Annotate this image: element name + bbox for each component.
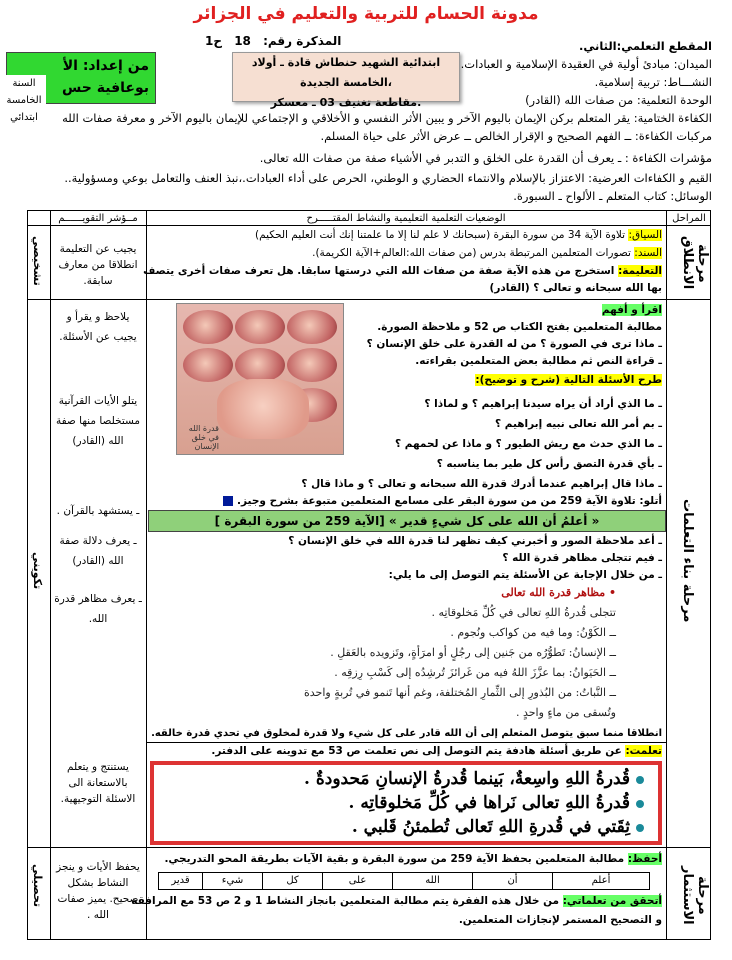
word-strip [158, 872, 650, 890]
word-cell: على [323, 873, 393, 889]
image-caption: قدرة الله في خلق الإنسان [188, 424, 219, 451]
assess-invest: يحفظ الأيات و ينجز النشاط بشكل صحيح. يميز صفات الله . [56, 861, 140, 921]
phase-launch: مرحلة الانطلاق [680, 236, 710, 290]
hand-line: وتُسقى من ماءٍ واحدٍ . [515, 706, 616, 719]
phase-build: مرحلة بناء التعلمات [680, 499, 695, 623]
label: أتحقق من تعلماتي: [562, 895, 662, 907]
launch-instruction-2: بها الله سبحانه و تعالى ؟ (القادر) [489, 282, 662, 294]
text: من خلال هذه الفقرة يتم مطالبة المتعلمين بانجاز النشاط 1 و 2 ص 53 مع المرافقة [131, 895, 560, 907]
text: عن طريق أسئلة هادفة يتم التوصل إلى نص تعلمت ص 53 مع تدوينه على الدفتر. [211, 745, 622, 757]
text: قُدرةُ اللهِ واسِعةٌ، بَينما قُدرةُ الإنسانِ مَحدودةٌ . [304, 769, 630, 789]
word-cell: الله [393, 873, 473, 889]
check [131, 894, 662, 909]
mark-diagnostic: تشخيصي [31, 236, 44, 286]
hand-title: • مظاهر قدرة الله تعالى [501, 586, 616, 599]
header-values: القيم و الكفاءات العرضية: الاعتزاز بالإسلام والانتماء الحضاري و الوطني، الحرص على أداء العبادات.،نبذ العنف والتعامل بوعي ومسؤولية.. [64, 171, 712, 185]
label: طرح الأسئلة التالية (شرح و توضيح): [475, 374, 662, 386]
embryo-image [176, 303, 344, 455]
question-1: ـ ما الذي أراد أن يراه سيدنا إبراهيم ؟ و لماذا ؟ [424, 398, 662, 410]
conclusion: انطلاقا منما سبق يتوصل المتعلم إلى أن الله قادر على كل شيء ولا قدرة لمخلوق في تحدي قدرة خالقه. [151, 728, 662, 739]
bullet-icon [636, 824, 644, 832]
question-3: ـ ما الذي حدث مع ريش الطيور ؟ و ماذا عن لحمهم ؟ [395, 438, 662, 450]
label: تعلمت: [625, 745, 662, 757]
lesson-table [27, 210, 711, 940]
question-4: ـ بأي قدرة التصق رأس كل طير بما يناسبه ؟ [436, 458, 662, 470]
mark-formative: تكويني [31, 552, 44, 590]
header-components: مركبات الكفاءة: ــ الفهم الصحيح و الإقرار الخالص ــ عرض الأثر على حياة المسلم. [320, 129, 712, 143]
blog-title: مدونة الحسام للتربية والتعليم في الجزائر [193, 4, 539, 24]
recite [223, 494, 662, 509]
label: اقرأ و أفهم [601, 304, 662, 316]
word-cell: أعلم [591, 875, 611, 886]
text: ثِقَتي في قُدرةِ اللهِ تَعالى تُطمئنُ قَلبي . [351, 817, 630, 837]
word-cell: شيء [203, 873, 263, 889]
label: السند: [634, 247, 662, 259]
col-situations: الوضعيات التعلمية التعليمية والنشاط المقتـــــرح [306, 213, 506, 224]
conclusion-line [348, 793, 644, 813]
hand-line: ــ الكَوْنُ: وما فيه من كواكب ونُجوم . [450, 626, 616, 639]
text: أتلو: تلاوة الآية 259 من من سورة البقر على مسامع المتعلمين متبوعة بشرح وجيز. [237, 495, 662, 507]
grade-label-line: ابتدائي [10, 112, 38, 123]
phase-invest: مرحلة الاستثمار [680, 865, 710, 925]
mark-summative: تحصيلي [31, 864, 44, 908]
question-6: ـ أعد ملاحظة الصور و أخبرني كيف تظهر لنا قدرة الله في خلق الإنسان ؟ [288, 535, 662, 547]
assess-build-4: ـ يعرف دلالة صفة الله (القادر) [59, 535, 137, 567]
hand-line: ــ النَّباتُ: من البُذورِ إلى الثِّمارِ المُختلفة، وغم أنها تَنمو في تُربةٍ واحدة [304, 686, 616, 699]
text: مطالبة المتعلمين بحفظ الآية 259 من سورة البقرة و بقية الآيات بطريقة المحو التدريجي. [164, 853, 625, 865]
hand-line: تتجلى قُدرةُ اللهِ تعالى في كُلِّ مَخلوقاتِه . [431, 606, 616, 619]
grade-label-line: الخامسة [6, 95, 42, 106]
word-cell: قدير [159, 873, 203, 889]
bullet-icon [636, 776, 644, 784]
header-domain: الميدان: مبادئ أولية في العقيدة الإسلامية و العبادات. [460, 57, 712, 71]
question-5: ـ ماذا قال إبراهيم عندما أدرك قدرة الله سبحانه و تعالى ؟ و ماذا قال ؟ [301, 478, 662, 490]
assess-build-6: يستنتج و يتعلم بالاستعانة الى الاسئلة التوجيهية. [60, 761, 136, 805]
header-means: الوسائل: كتاب المتعلم ـ الألواح ـ السبورة. [513, 189, 712, 203]
hand-line: ــ الحَيَوانُ: بما عزَّزَ اللهُ فيه من غَرائزَ تُرشِدُه إلى كَسْبِ رِزقِه . [334, 666, 616, 679]
launch-instruction [143, 264, 662, 279]
verse-banner: « أعلمُ أن الله على كل شيءٍ قدير » [الآية 259 من سورة البقرة ] [148, 510, 666, 532]
conclusion-box [150, 761, 662, 845]
learned [211, 744, 662, 759]
launch-support [312, 246, 662, 261]
question-7: ـ فيم تتجلى مظاهر قدرة الله ؟ [502, 552, 662, 564]
question-2: ـ بم أمر الله تعالى نبيه إبراهيم ؟ [494, 418, 662, 430]
col-assessment: مــؤشر التقويــــــم [58, 213, 138, 224]
header-activity: النشـــاط: تربية إسلامية. [594, 75, 712, 89]
questions-label [475, 373, 662, 388]
header-indicators: مؤشرات الكفاءة : ـ يعرف أن القدرة على الخلق و التدبر في الأشياء صفة من صفات الله تعالى. [259, 151, 712, 165]
header-final-competence: الكفاءة الختامية: يقر المتعلم بركن الإيمان باليوم الآخر و يبين الأثر النفسي و الأخلاقي و الإجتماعي للإيمان باليوم الآخر و معرفة صفات الله [62, 111, 712, 125]
school-box [232, 52, 460, 109]
memorize [164, 852, 662, 867]
school-name: ابتدائية الشهيد حنطاش قادة ـ أولاد الخامسة الجديدة، [251, 56, 441, 89]
col-phases: المراحل [672, 213, 706, 224]
conclusion-line [352, 817, 644, 837]
read-1: مطالبة المتعلمين بفتح الكتاب ص 52 و ملاحظة الصورة. [377, 321, 662, 333]
label: التعليمة: [618, 265, 662, 277]
assess-build-2: يتلو الأيات القرآنية مستخلصا منها صفة الله (القادر) [55, 395, 141, 447]
memo-number [205, 34, 341, 48]
label: السياق: [628, 229, 662, 241]
read-label [602, 303, 662, 318]
header-unit: الوحدة التعلمية: من صفات الله (القادر) [525, 93, 712, 107]
prepared-by-line2: بوعافية حس [62, 80, 149, 96]
assess-build-3: ـ يستشهد بالقرآن . [56, 505, 140, 517]
label: أحفظ: [627, 853, 662, 865]
text: تصورات المتعلمين المرتبطة بدرس (من صفات الله:العالم+الآية الكريمة). [312, 247, 631, 259]
word-cell: كل [263, 873, 323, 889]
assess-build-1: يلاحظ و يقرأ و يجيب عن الأسئلة. [59, 311, 137, 343]
square-icon [223, 496, 233, 506]
text: تلاوة الآية 34 من سورة البقرة (سبحانك لا علم لنا إلا ما علمتنا إنك أنت العليم الحكيم) [255, 229, 626, 241]
text: قُدرةُ اللهِ تعالى نَراها في كُلِّ مَخلوقاتِه . [348, 793, 630, 813]
read-3: ـ قراءة النص ثم مطالبة بعض المتعلمين بقراءته. [415, 355, 662, 367]
launch-context [255, 228, 662, 243]
assess-build-5: ـ يعرف مظاهر قدرة الله. [54, 593, 142, 625]
header-segment: المقطع التعلمي:الثاني. [579, 39, 712, 53]
memo-code: ح1 [205, 34, 223, 48]
hand-line: ــ الإنسانُ: تَطوُّرُه من جَنين إلى رجُلٍ أو امرَأةٍ، وتَزويده بالعَقلِ . [330, 646, 616, 659]
question-8: ـ من خلال الإجابة عن الأسئلة يتم التوصل إلى ما يلي: [388, 569, 662, 581]
school-district: مقاطعة تغنيف 03 ـ معسكر. [270, 96, 422, 109]
handwritten-notes [150, 583, 616, 733]
grade-label-line: السنة [12, 78, 36, 89]
memo-label: المذكرة رقم: [263, 34, 342, 48]
bullet-icon [636, 800, 644, 808]
check-2: و التصحيح المستمر لإنجازات المتعلمين. [458, 914, 662, 926]
prepared-by-line1: من إعداد: الأ [62, 58, 149, 74]
read-2: ـ ماذا ترى في الصورة ؟ من له القدرة على خلق الإنسان ؟ [366, 338, 662, 350]
word-cell: أن [473, 873, 553, 889]
conclusion-line [304, 769, 644, 789]
text: استخرج من هذه الآية صفة من صفات الله التي درستها سابقا. هل تعرف صفات أخرى يتصف [143, 265, 615, 277]
memo-value: 18 [234, 34, 251, 48]
assess-launch: يجيب عن التعليمة انطلاقا من معارف سابقة. [58, 243, 138, 287]
